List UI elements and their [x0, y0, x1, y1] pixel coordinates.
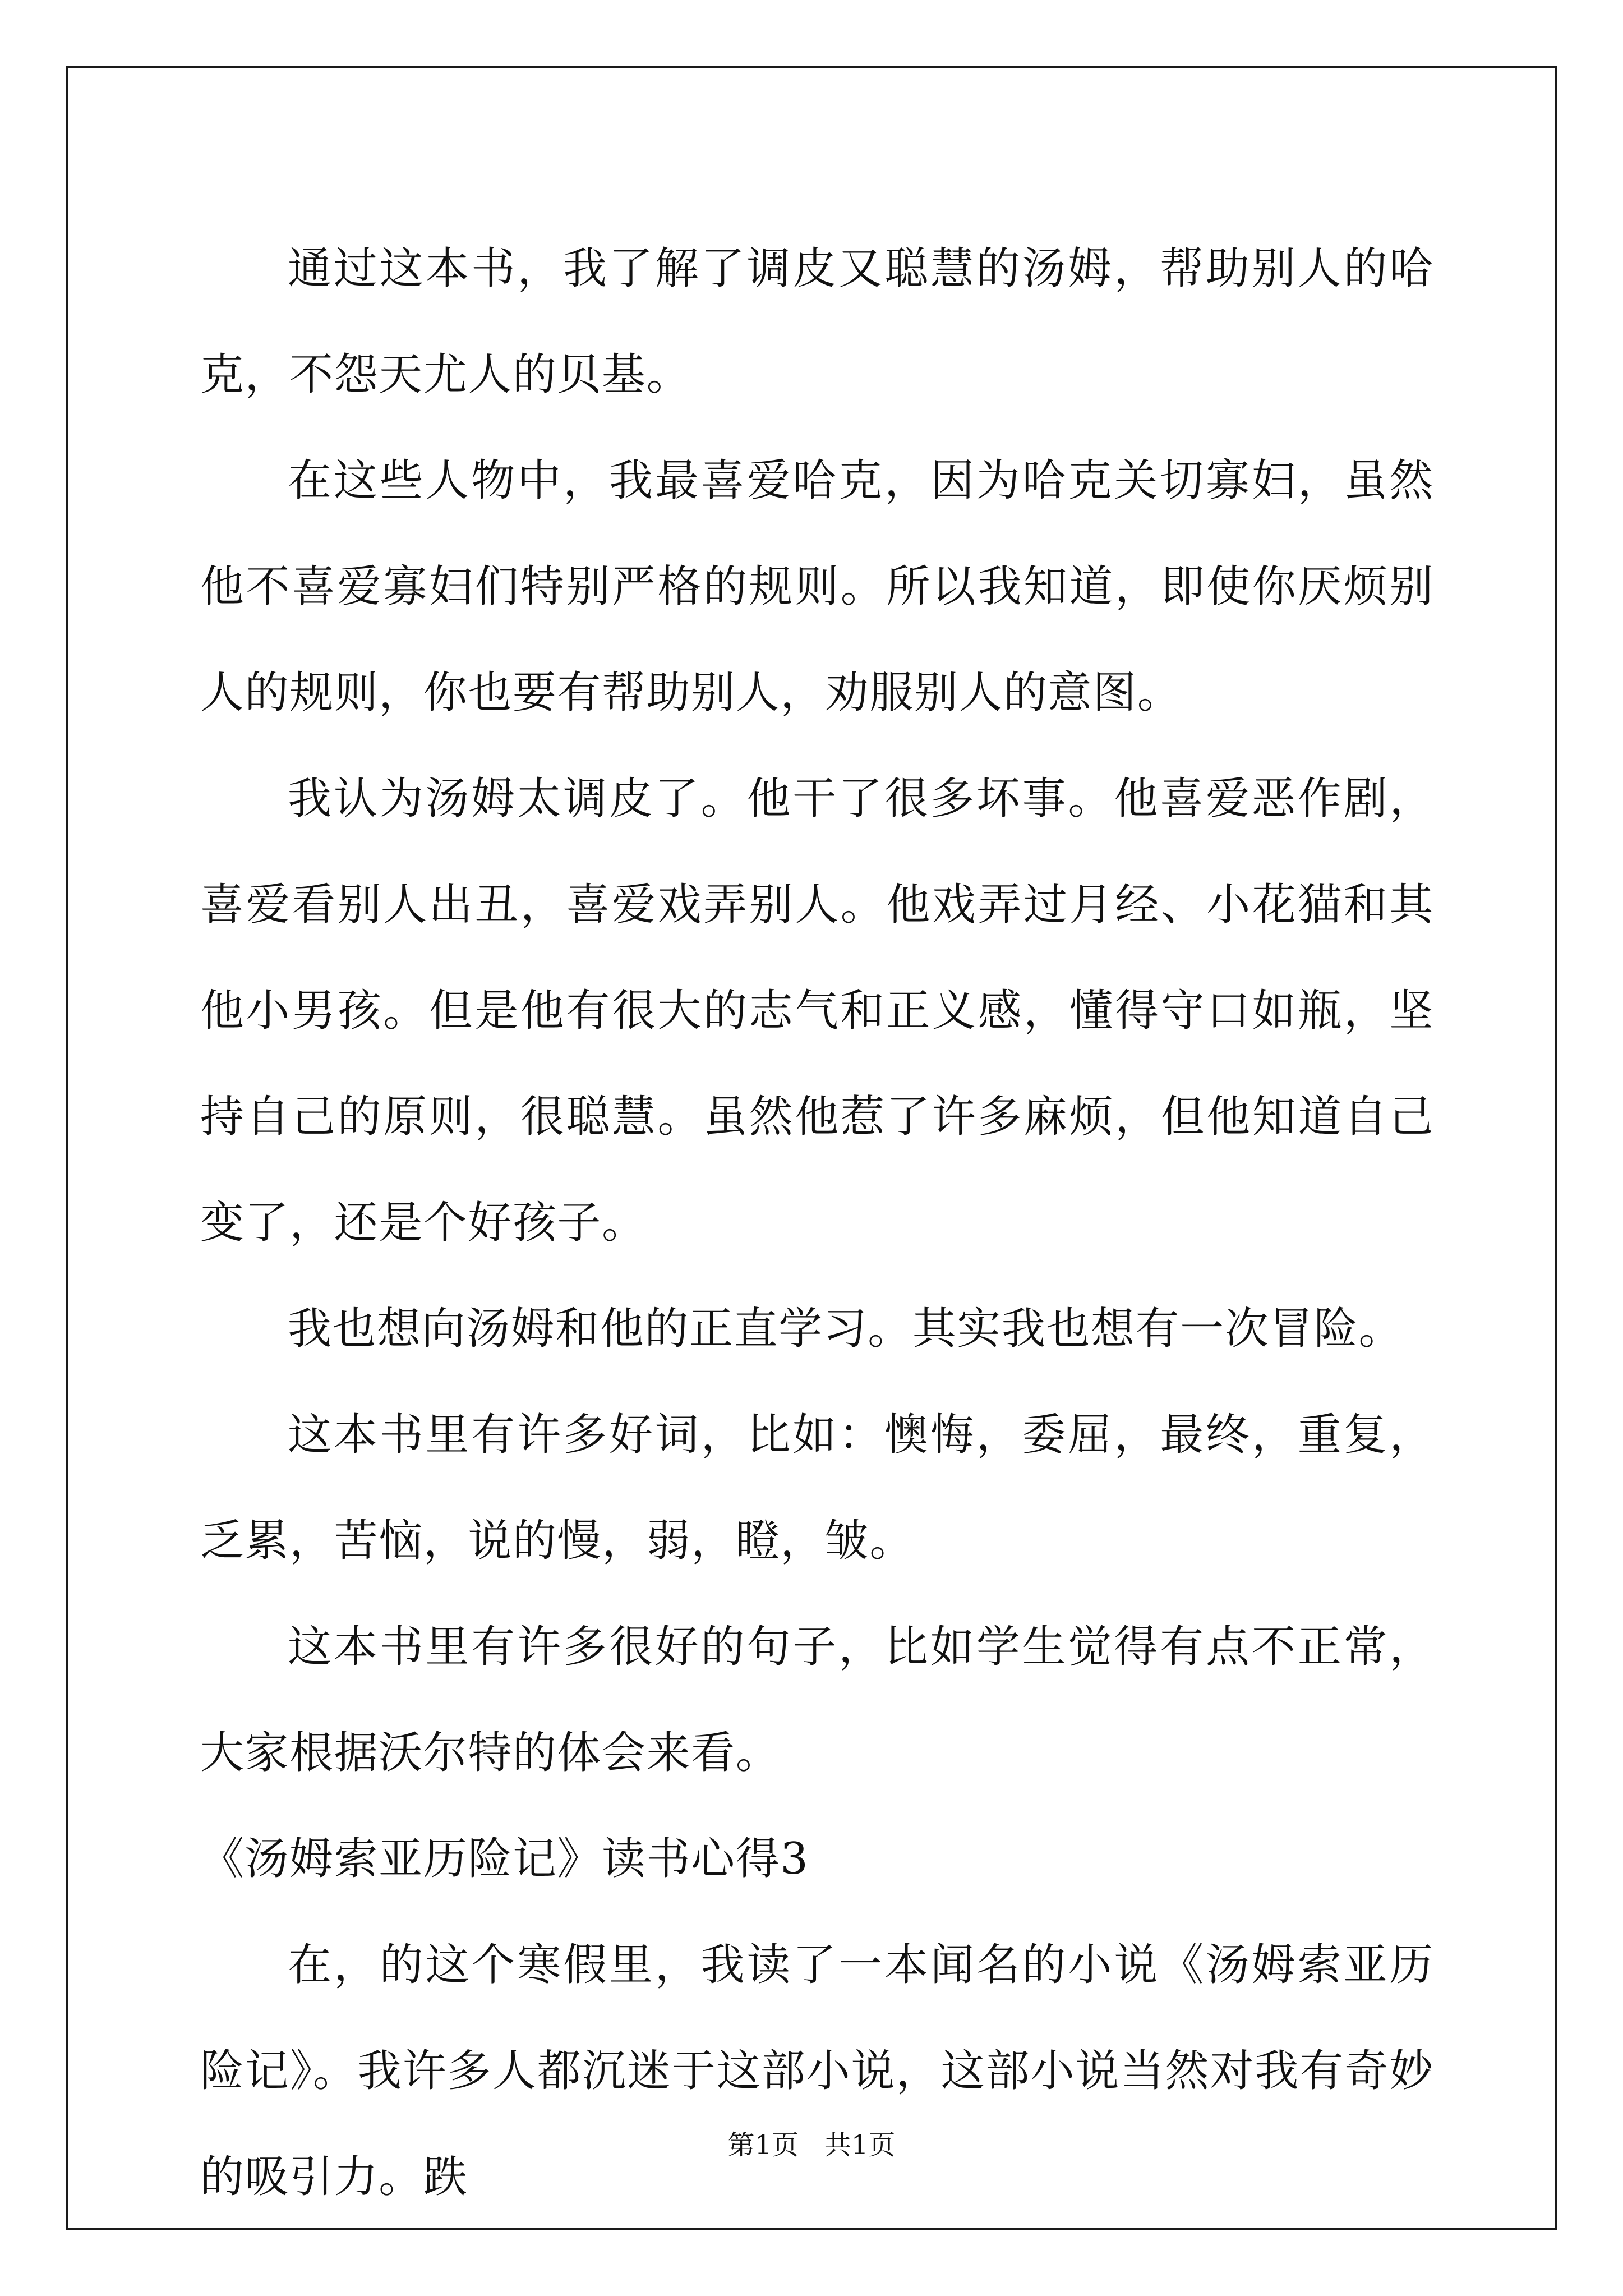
paragraph-4: 我也想向汤姆和他的正直学习。其实我也想有一次冒险。 — [288, 1304, 1404, 1354]
paragraph-3: 我认为汤姆太调皮了。他干了很多坏事。他喜爱恶作剧，喜爱看别人出丑，喜爱戏弄别人。他戏弄过月经、小花猫和其他小男孩。但是他有很大的志气和正义感，懂得守口如瓶，坚持自己的原则，很聪慧。虽然他惹了许多麻烦，但他知道自己变了，还是个好孩子。 — [200, 774, 1434, 1248]
paragraph-5: 这本书里有许多好词，比如：懊悔，委屈，最终，重复，乏累，苦恼，说的慢，弱，瞪，皱。 — [200, 1410, 1434, 1566]
section-heading: 《汤姆索亚历险记》读书心得3 — [200, 1834, 809, 1884]
paragraph-6: 这本书里有许多很好的句子，比如学生觉得有点不正常，大家根据沃尔特的体会来看。 — [200, 1622, 1434, 1778]
paragraph-1: 通过这本书，我了解了调皮又聪慧的汤姆，帮助别人的哈克，不怨天尤人的贝基。 — [200, 243, 1434, 400]
document-body — [200, 216, 1434, 2230]
page-footer: 第1页 共1页 — [727, 2129, 896, 2161]
paragraph-7: 在，的这个寒假里，我读了一本闻名的小说《汤姆索亚历险记》。我许多人都沉迷于这部小说，这部小说当然对我有奇妙的吸引力。跌 — [200, 1940, 1434, 2202]
paragraph-2: 在这些人物中，我最喜爱哈克，因为哈克关切寡妇，虽然他不喜爱寡妇们特别严格的规则。所以我知道，即使你厌烦别人的规则，你也要有帮助别人，劝服别人的意图。 — [200, 455, 1434, 718]
